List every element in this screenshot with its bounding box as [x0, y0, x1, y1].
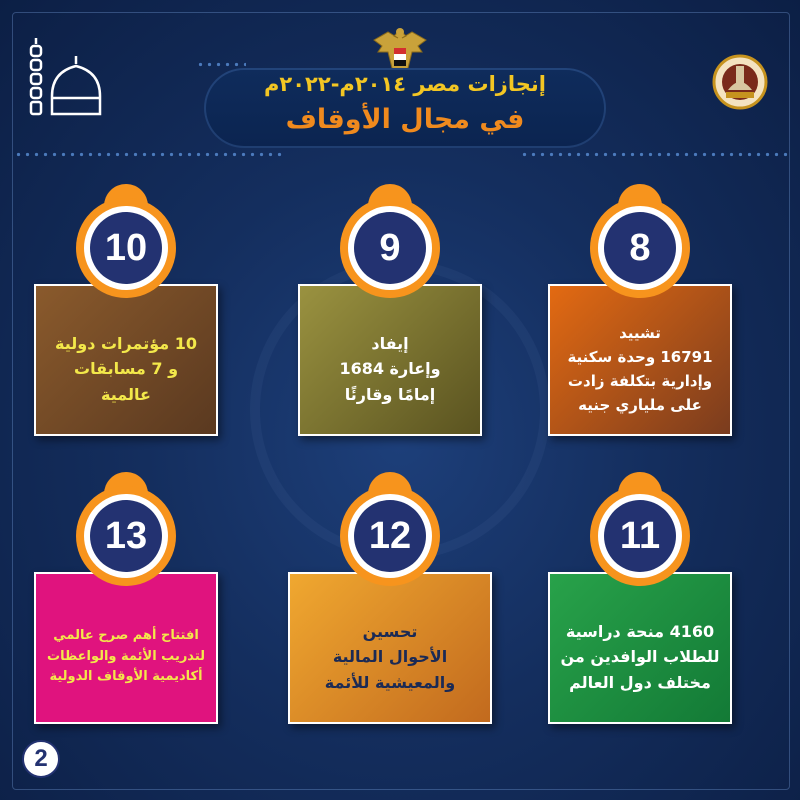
- number-ring: [340, 184, 440, 302]
- number-ring: [590, 472, 690, 590]
- card-text: إيفاد وإعارة 1684 إمامًا وقارئًا: [339, 333, 441, 404]
- ministry-of-awqaf-logo-icon: [712, 54, 768, 110]
- card-text-box: [548, 284, 732, 436]
- card-text: تشييد 16791 وحدة سكنية وإدارية بتكلفة زادت على ملياري جنيه: [567, 324, 713, 414]
- card-number: 10: [90, 212, 162, 284]
- card-text: افتتاح أهم صرح عالمي لتدريب الأئمة والواعظات أكاديمية الأوقاف الدولية: [47, 627, 206, 685]
- decorative-dots: [520, 150, 788, 160]
- page-number-badge: 2: [22, 740, 60, 778]
- card-number: 11: [604, 500, 676, 572]
- card-number: 9: [354, 212, 426, 284]
- decorative-dots: [196, 60, 246, 68]
- card-text-box: [34, 284, 218, 436]
- number-ring: [76, 472, 176, 590]
- card-number: 13: [90, 500, 162, 572]
- card-number: 12: [354, 500, 426, 572]
- card-text-box: [288, 572, 492, 724]
- card-text: 10 مؤتمرات دولية و 7 مسابقات عالمية: [55, 333, 197, 404]
- mosque-icon: [26, 36, 106, 122]
- card-text-box: [298, 284, 482, 436]
- card-text-box: [548, 572, 732, 724]
- number-ring: [340, 472, 440, 590]
- card-number: 8: [604, 212, 676, 284]
- title-subtitle: في مجال الأوقاف: [285, 104, 525, 135]
- card-text: تحسين الأحوال المالية والمعيشية للأئمة: [324, 621, 456, 692]
- title-banner: [204, 68, 606, 148]
- decorative-dots: [14, 150, 284, 160]
- card-text: 4160 منحة دراسية للطلاب الوافدين من مختلف دول العالم: [560, 621, 720, 692]
- card-text-box: [34, 572, 218, 724]
- number-ring: [76, 184, 176, 302]
- title-main: إنجازات مصر ٢٠١٤م-٢٠٢٢م: [264, 72, 546, 96]
- number-ring: [590, 184, 690, 302]
